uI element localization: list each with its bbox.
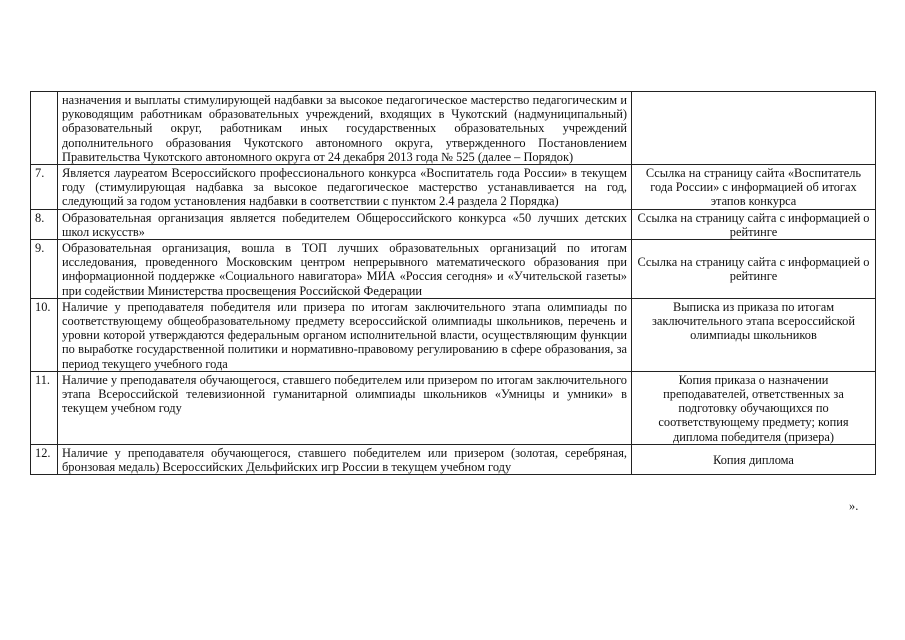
row-confirmation: Копия приказа о назначении преподавателей, ответственных за подготовку обучающихся по соответствующему предмету; копия диплома победителя (призера) <box>632 371 876 444</box>
row-criterion: Наличие у преподавателя обучающегося, ставшего победителем или призером по итогам заключительного этапа Всероссийской телевизионной гуманитарной олимпиады школьников «Умницы и умники» в текущем учебном году <box>58 371 632 444</box>
row-criterion: Образовательная организация, вошла в ТОП лучших образовательных организаций по итогам исследования, проведенного Московским центром непрерывного математического образования при информационной поддержке «Социального навигатора» МИА «Россия сегодня» и «Учительской газеты» при содействии Министерства просвещения Российской Федерации <box>58 240 632 299</box>
row-confirmation <box>632 92 876 165</box>
row-number: 8. <box>31 209 58 239</box>
row-number: 9. <box>31 240 58 299</box>
table-row <box>31 298 876 371</box>
table-row <box>31 444 876 474</box>
closing-quote-mark: ». <box>849 499 859 513</box>
row-number: 11. <box>31 371 58 444</box>
row-criterion: Наличие у преподавателя обучающегося, ставшего победителем или призером (золотая, серебряная, бронзовая медаль) Всероссийских Дельфийских игр России в текущем учебном году <box>58 444 632 474</box>
row-criterion: назначения и выплаты стимулирующей надбавки за высокое педагогическое мастерство педагогическим и руководящим работникам образовательных учреждений, входящих в Чукотский (надмуниципальный) образовательный округ, работникам иных государственных образовательных учреждений дополнительного образования Чукотского автономного округа, утвержденного Постановлением Правительства Чукотского автономного округа от 24 декабря 2013 года № 525 (далее – Порядок) <box>58 92 632 165</box>
criteria-table <box>30 91 876 475</box>
row-number <box>31 92 58 165</box>
table-row <box>31 371 876 444</box>
row-number: 12. <box>31 444 58 474</box>
row-criterion: Наличие у преподавателя победителя или призера по итогам заключительного этапа олимпиады по соответствующему общеобразовательному предмету всероссийской олимпиады школьников, перечень и уровни которой утверждаются федеральным органом исполнительной власти, осуществляющим функции по выработке государственной политики и нормативно-правовому регулированию в сфере образования, за период текущего учебного года <box>58 298 632 371</box>
row-criterion: Образовательная организация является победителем Общероссийского конкурса «50 лучших детских школ искусств» <box>58 209 632 239</box>
table-row <box>31 240 876 299</box>
row-number: 7. <box>31 165 58 210</box>
row-confirmation: Ссылка на страницу сайта с информацией о рейтинге <box>632 240 876 299</box>
row-confirmation: Копия диплома <box>632 444 876 474</box>
row-criterion: Является лауреатом Всероссийского профессионального конкурса «Воспитатель года России» в текущем году (стимулирующая надбавка за высокое педагогическое мастерство устанавливается на год, следующий за годом установления надбавки в соответствии с пунктом 2.4 раздела 2 Порядка) <box>58 165 632 210</box>
table-row <box>31 92 876 165</box>
row-confirmation: Ссылка на страницу сайта с информацией о рейтинге <box>632 209 876 239</box>
row-number: 10. <box>31 298 58 371</box>
table-row <box>31 209 876 239</box>
row-confirmation: Ссылка на страницу сайта «Воспитатель года России» с информацией об итогах этапов конкурса <box>632 165 876 210</box>
row-confirmation: Выписка из приказа по итогам заключительного этапа всероссийской олимпиады школьников <box>632 298 876 371</box>
table-row <box>31 165 876 210</box>
